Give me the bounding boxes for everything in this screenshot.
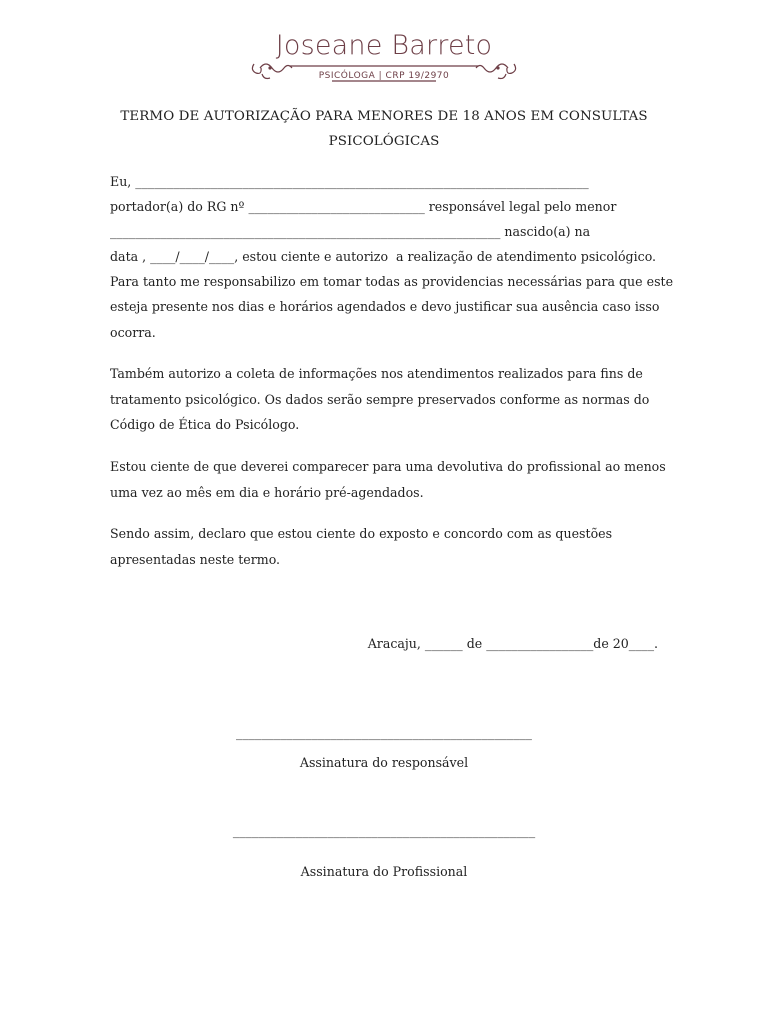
- logo-name: Joseane Barreto: [275, 30, 493, 61]
- paragraph-2-line-3: Código de Ética do Psicólogo.: [110, 417, 300, 432]
- paragraph-1-line-6: esteja presente nos dias e horários agendados e devo justificar sua ausência caso isso: [110, 299, 660, 314]
- title-line-2: PSICOLÓGICAS: [328, 134, 440, 149]
- signature-label-professional: Assinatura do Profissional: [300, 864, 468, 879]
- signature-line-responsible: _______________________________________________: [236, 725, 532, 740]
- paragraph-1-line-1: Eu, ________________________________________________________________________: [110, 174, 589, 189]
- paragraph-3-line-1: Estou ciente de que deverei comparecer para uma devolutiva do profissional ao menos: [110, 459, 666, 474]
- place-date: Aracaju, ______ de _________________de 20____.: [367, 636, 658, 651]
- logo: [250, 26, 518, 96]
- paragraph-2-line-1: Também autorizo a coleta de informações nos atendimentos realizados para fins de: [110, 366, 643, 381]
- title-line-1: TERMO DE AUTORIZAÇÃO PARA MENORES DE 18 ANOS EM CONSULTAS: [120, 109, 648, 124]
- paragraph-2-line-2: tratamento psicológico. Os dados serão sempre preservados conforme as normas do: [110, 392, 650, 407]
- paragraph-3-line-2: uma vez ao mês em dia e horário pré-agendados.: [110, 485, 424, 500]
- paragraph-1-line-3: ______________________________________________________________ nascido(a) na: [110, 224, 591, 239]
- document-title: [100, 104, 668, 154]
- paragraph-1-line-5: Para tanto me responsabilizo em tomar todas as providencias necessárias para que este: [110, 274, 674, 289]
- paragraph-1-line-2: portador(a) do RG nº ____________________________ responsável legal pelo menor: [110, 199, 617, 214]
- paragraph-1-line-4: data , ____/____/____, estou ciente e autorizo a realização de atendimento psicológico.: [110, 249, 657, 264]
- paragraph-4-line-2: apresentadas neste termo.: [110, 552, 281, 567]
- signature-line-professional: ________________________________________________: [232, 823, 536, 838]
- paragraph-1-line-7: ocorra.: [110, 325, 156, 340]
- signature-label-responsible: Assinatura do responsável: [299, 755, 469, 770]
- paragraph-4-line-1: Sendo assim, declaro que estou ciente do exposto e concordo com as questões: [110, 526, 613, 541]
- logo-subtitle: PSICÓLOGA | CRP 19/2970: [318, 71, 450, 81]
